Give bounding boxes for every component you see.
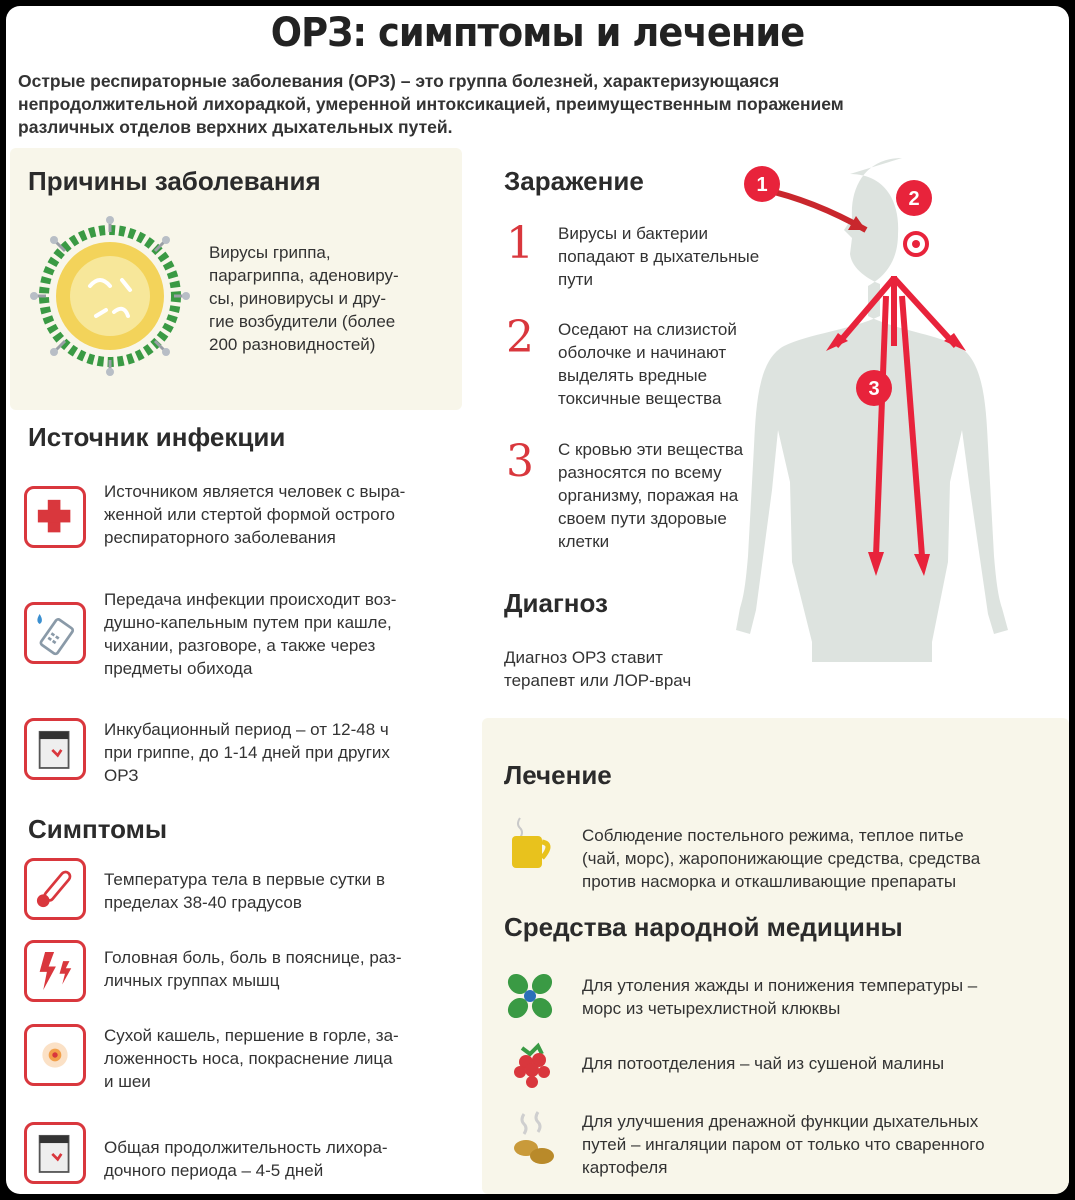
treatment-heading: Лечение	[504, 760, 612, 790]
clover-icon	[502, 968, 558, 1024]
causes-line: парагриппа, аденовиру-	[209, 266, 399, 285]
virus-icon	[30, 216, 190, 376]
source-line: ОРЗ	[104, 766, 139, 785]
infection-line: разносятся по всему	[558, 463, 722, 482]
infection-line: токсичные вещества	[558, 389, 722, 408]
infection-line: организму, поражая на	[558, 486, 739, 505]
symptom-line: Сухой кашель, першение в горле, за-	[104, 1026, 399, 1045]
calendar-icon	[24, 1122, 86, 1184]
infection-heading: Заражение	[504, 166, 644, 196]
symptom-item-text	[104, 868, 385, 914]
treatment-text	[582, 824, 980, 893]
source-line: женной или стертой формой острого	[104, 505, 396, 524]
source-line: Передача инфекции происходит воз-	[104, 590, 397, 609]
source-line: чихании, разговоре, а также через	[104, 636, 376, 655]
diagnosis-text	[504, 646, 691, 692]
source-line: Инкубационный период – от 12-48 ч	[104, 720, 389, 739]
tea-mug-icon	[504, 814, 560, 870]
page-title: ОРЗ: симптомы и лечение	[270, 10, 805, 56]
calendar-icon	[24, 718, 86, 780]
source-line: душно-капельным путем при кашле,	[104, 613, 392, 632]
source-line: предметы обихода	[104, 659, 253, 678]
infection-marker: 3	[868, 378, 880, 400]
symptom-line: дочного периода – 4-5 дней	[104, 1161, 324, 1180]
infection-marker: 2	[908, 188, 920, 210]
causes-line: сы, риновирусы и дру-	[209, 289, 387, 308]
infection-line: своем пути здоровые	[558, 509, 727, 528]
symptom-item-text	[104, 946, 402, 992]
infection-line: выделять вредные	[558, 366, 708, 385]
symptom-line: пределах 38-40 градусов	[104, 893, 302, 912]
symptom-line: Головная боль, боль в пояснице, раз-	[104, 948, 402, 967]
infection-line: попадают в дыхательные	[558, 247, 760, 266]
symptom-line: личных группах мышц	[104, 971, 280, 990]
infection-step-text	[558, 318, 737, 410]
folk-item-text	[582, 1052, 944, 1075]
folk-line: морс из четырехлистной клюквы	[582, 999, 841, 1018]
diagnosis-line: терапевт или ЛОР-врач	[504, 671, 692, 690]
causes-text	[209, 241, 399, 356]
intro-line: Острые респираторные заболевания (ОРЗ) – это группа болезней, характеризующаяся	[18, 71, 780, 91]
symptom-line: Температура тела в первые сутки в	[104, 870, 386, 889]
lightning-icon	[24, 940, 86, 1002]
causes-line: гие возбудители (более	[209, 312, 396, 331]
causes-heading: Причины заболевания	[28, 166, 321, 196]
infection-line: Оседают на слизистой	[558, 320, 737, 339]
raspberry-icon	[506, 1036, 562, 1092]
infection-line: клетки	[558, 532, 610, 551]
source-item-text	[104, 588, 396, 680]
source-item-text	[104, 718, 390, 787]
sore-throat-icon	[24, 1024, 86, 1086]
intro-paragraph	[18, 70, 1066, 139]
treatment-line: против насморка и откашливающие препараты	[582, 872, 957, 891]
folk-line: Для улучшения дренажной функции дыхательных	[582, 1112, 979, 1131]
treatment-line: Соблюдение постельного режима, теплое питье	[582, 826, 964, 845]
phone-droplet-icon	[24, 602, 86, 664]
infection-step-text	[558, 222, 759, 291]
symptom-line: Общая продолжительность лихора-	[104, 1138, 388, 1157]
folk-line: картофеля	[582, 1158, 668, 1177]
step-number: 3	[506, 436, 534, 487]
symptom-item-text	[104, 1136, 388, 1182]
infection-line: оболочке и начинают	[558, 343, 727, 362]
diagnosis-heading: Диагноз	[504, 588, 608, 618]
step-number: 1	[506, 218, 534, 269]
source-line: Источником является человек с выра-	[104, 482, 406, 501]
folk-item-text	[582, 974, 977, 1020]
human-body-illustration	[726, 146, 1066, 721]
folk-heading: Средства народной медицины	[504, 912, 903, 942]
treatment-line: (чай, морс), жаропонижающие средства, средства	[582, 849, 981, 868]
intro-line: различных отделов верхних дыхательных путей.	[18, 117, 453, 137]
infection-marker: 1	[756, 174, 768, 196]
thermometer-icon	[24, 858, 86, 920]
symptoms-heading: Симптомы	[28, 814, 168, 844]
intro-line: непродолжительной лихорадкой, умеренной интоксикацией, преимущественным поражением	[18, 94, 844, 114]
infection-line: Вирусы и бактерии	[558, 224, 708, 243]
source-item-text	[104, 480, 405, 549]
symptom-line: ложенность носа, покраснение лица	[104, 1049, 393, 1068]
source-line: при гриппе, до 1-14 дней при других	[104, 743, 390, 762]
folk-line: Для потоотделения – чай из сушеной малины	[582, 1054, 945, 1073]
symptom-item-text	[104, 1024, 399, 1093]
causes-line: 200 разновидностей)	[209, 335, 376, 354]
symptom-line: и шеи	[104, 1072, 151, 1091]
infection-step-text	[558, 438, 743, 553]
folk-item-text	[582, 1110, 985, 1179]
source-line: респираторного заболевания	[104, 528, 336, 547]
causes-line: Вирусы гриппа,	[209, 243, 331, 262]
folk-line: Для утоления жажды и понижения температуры –	[582, 976, 978, 995]
folk-line: путей – ингаляции паром от только что сваренного	[582, 1135, 985, 1154]
infection-line: пути	[558, 270, 593, 289]
red-cross-icon	[24, 486, 86, 548]
potato-steam-icon	[506, 1110, 562, 1166]
infographic-page	[6, 6, 1069, 1194]
diagnosis-line: Диагноз ОРЗ ставит	[504, 648, 663, 667]
step-number: 2	[506, 312, 534, 363]
infection-line: С кровью эти вещества	[558, 440, 744, 459]
source-heading: Источник инфекции	[28, 422, 286, 452]
